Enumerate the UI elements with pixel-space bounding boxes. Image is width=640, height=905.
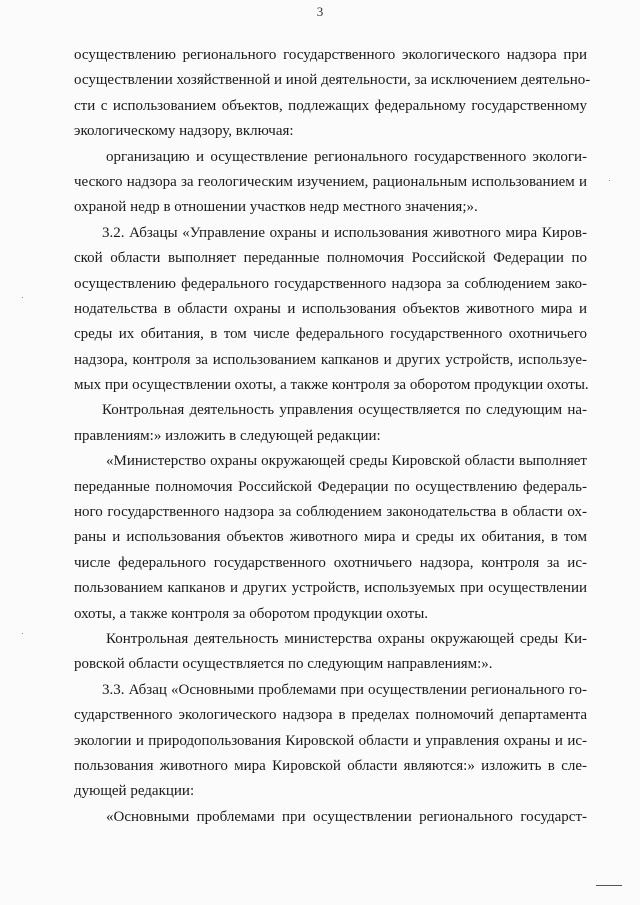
text-line: раны и использования объектов животного мира и среды их обитания, в том xyxy=(74,529,587,546)
text-line: экологическому надзору, включая: xyxy=(74,123,294,140)
text-line: дующей редакции: xyxy=(74,783,195,800)
scan-speck xyxy=(609,180,610,181)
text-line: ного государственного надзора за соблюдением законодательства в области ох- xyxy=(74,504,587,521)
text-line: правлениям:» изложить в следующей редакции: xyxy=(74,427,381,444)
paragraph-4 xyxy=(74,398,587,449)
text-line: охраной недр в отношении участков недр местного значения;». xyxy=(74,199,478,216)
text-line: среды их обитания, в том числе федерального государственного охотничьего xyxy=(74,326,587,343)
text-line: сударственного экологического надзора в пределах полномочий департамента xyxy=(74,707,587,724)
footnote-rule xyxy=(596,885,622,886)
text-line: мых при осуществлении охоты, а также контроля за оборотом продукции охоты. xyxy=(74,377,589,394)
text-line: ческого надзора за геологическим изучением, рациональным использованием и xyxy=(74,173,587,190)
text-line: «Министерство охраны окружающей среды Кировской области выполняет xyxy=(106,453,587,470)
text-line: 3.2. Абзацы «Управление охраны и использования животного мира Киров- xyxy=(102,224,587,241)
text-line: осуществлению регионального государственного экологического надзора при xyxy=(74,47,587,63)
text-line: осуществлении хозяйственной и иной деятельности, за исключением деятельно- xyxy=(74,72,591,89)
text-line: пользования животного мира Кировской области являются:» изложить в сле- xyxy=(74,757,587,774)
scan-speck xyxy=(22,297,23,298)
text-line: нодательства в области охраны и использования объектов животного мира и xyxy=(74,300,587,317)
text-line: «Основными проблемами при осуществлении регионального государст- xyxy=(106,808,587,825)
text-line: осуществлению федерального государственного надзора за соблюдением зако- xyxy=(74,275,587,292)
text-line: надзора, контроля за использованием капканов и других устройств, используе- xyxy=(74,351,587,368)
text-line: числе федерального государственного охотничьего надзора, контроля за ис- xyxy=(74,554,587,571)
paragraph-6 xyxy=(74,627,587,678)
scan-speck xyxy=(22,633,23,634)
text-line: сти с использованием объектов, подлежащих федеральному государственному xyxy=(74,97,587,114)
text-line: Контрольная деятельность управления осуществляется по следующим на- xyxy=(102,402,587,419)
paragraph-3 xyxy=(74,221,587,399)
text-line: пользованием капканов и других устройств, используемых при осуществлении xyxy=(74,580,587,597)
text-line: организацию и осуществление регионального государственного экологи- xyxy=(106,148,587,165)
text-line: ровской области осуществляется по следующим направлениям:». xyxy=(74,656,493,673)
text-line: переданные полномочия Российской Федерации по осуществлению федераль- xyxy=(74,478,587,495)
paragraph-8 xyxy=(74,805,587,830)
paragraph-7 xyxy=(74,678,587,805)
text-line: Контрольная деятельность министерства охраны окружающей среды Ки- xyxy=(106,630,587,647)
document-body xyxy=(74,43,591,830)
text-line: экологии и природопользования Кировской области и управления охраны и ис- xyxy=(74,732,587,749)
text-line: охоты, а также контроля за оборотом продукции охоты. xyxy=(74,605,429,622)
text-line: 3.3. Абзац «Основными проблемами при осуществлении регионального го- xyxy=(102,681,587,698)
paragraph-5 xyxy=(74,449,587,627)
page-number: 3 xyxy=(316,4,324,19)
text-line: ской области выполняет переданные полномочия Российской Федерации по xyxy=(74,250,587,267)
paragraph-1 xyxy=(74,43,591,145)
paragraph-2 xyxy=(74,145,587,221)
